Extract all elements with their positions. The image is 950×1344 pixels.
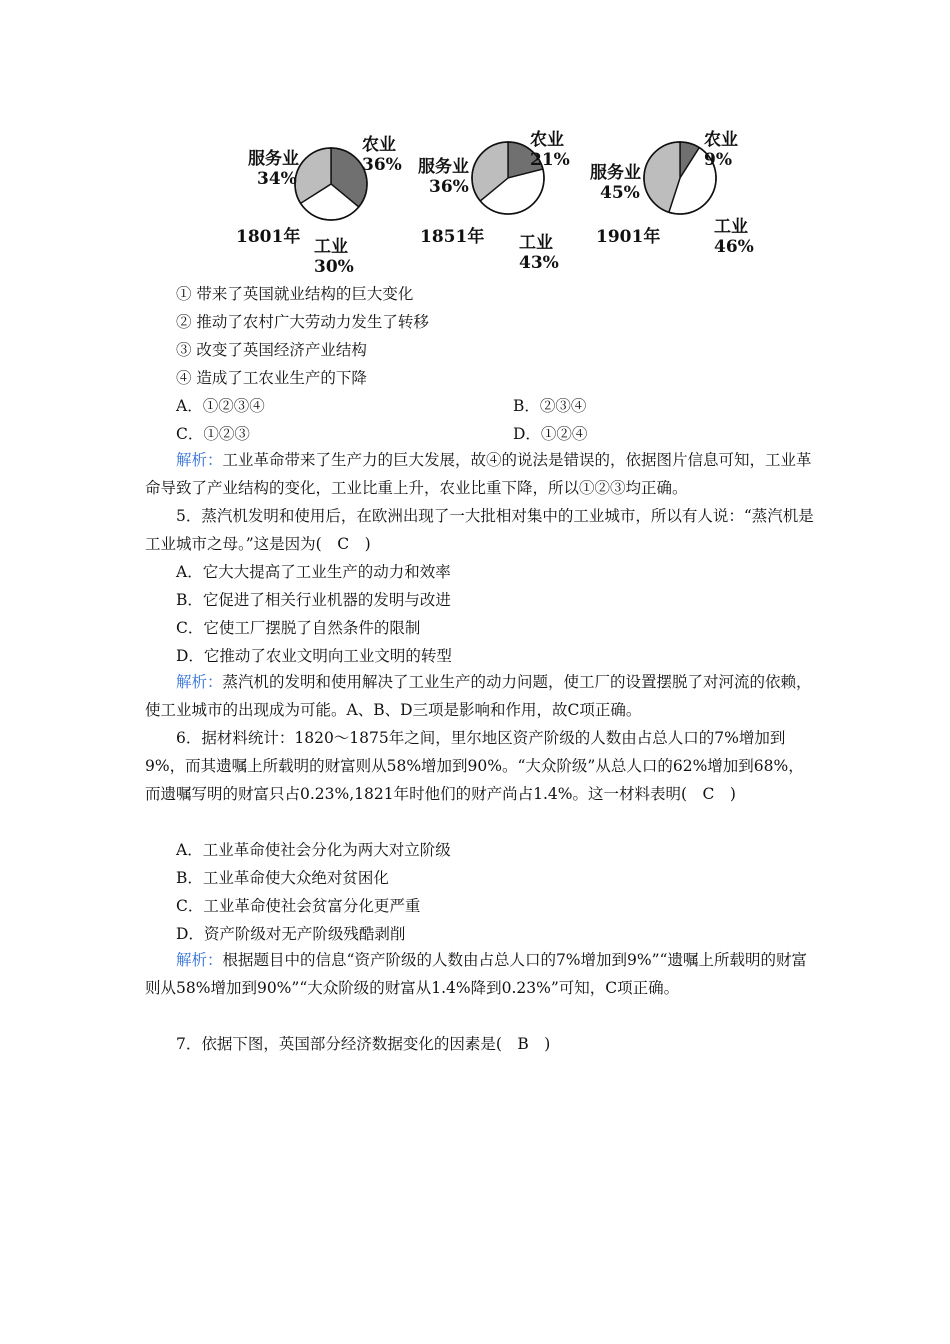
analysis-label: 解析： xyxy=(176,951,223,969)
q6-option-a: A．工业革命使社会分化为两大对立阶级 xyxy=(176,841,451,859)
q4-item-2: ② 推动了农村广大劳动力发生了转移 xyxy=(176,313,429,331)
agri-label-1851: 农业 xyxy=(530,130,564,150)
q4-option-d: D．①②④ xyxy=(513,425,588,443)
q4-item-3: ③ 改变了英国经济产业结构 xyxy=(176,341,367,359)
ind-label-1901: 工业 xyxy=(714,217,748,237)
serv-pct-1801: 34% xyxy=(257,169,297,189)
q6-analysis-text: 根据题目中的信息“资产阶级的人数由占总人口的7%增加到9%”“遗嘱上所载明的财富则从58%增加到90%”“大众阶级的财富从1.4%降到0.23%”可知，C项正确。 xyxy=(145,951,807,997)
q5-option-c: C．它使工厂摆脱了自然条件的限制 xyxy=(176,619,421,637)
pie-chart-1801 xyxy=(236,134,402,277)
q4-item-4: ④ 造成了工农业生产的下降 xyxy=(176,369,367,387)
agri-pct-1801: 36% xyxy=(362,155,402,175)
ind-label-1851: 工业 xyxy=(519,233,553,253)
year-1851: 1851年 xyxy=(420,227,485,247)
year-1901: 1901年 xyxy=(596,227,661,247)
q6-option-b: B．工业革命使大众绝对贫困化 xyxy=(176,869,389,887)
serv-label-1851: 服务业 xyxy=(418,157,469,177)
q5-analysis-text: 蒸汽机的发明和使用解决了工业生产的动力问题，使工厂的设置摆脱了对河流的依赖，使工业城市的出现成为可能。A、B、D三项是影响和作用，故C项正确。 xyxy=(145,673,812,719)
ind-pct-1901: 46% xyxy=(714,237,754,257)
q5-stem: 5．蒸汽机发明和使用后，在欧洲出现了一大批相对集中的工业城市，所以有人说：“蒸汽机是工业城市之母。”这是因为( C ) xyxy=(145,507,814,553)
q4-item-1: ① 带来了英国就业结构的巨大变化 xyxy=(176,285,414,303)
q5-option-a: A．它大大提高了工业生产的动力和效率 xyxy=(176,563,451,581)
ind-label-1801: 工业 xyxy=(314,237,348,257)
pie-chart-1901 xyxy=(590,129,754,257)
q5-option-d: D．它推动了农业文明向工业文明的转型 xyxy=(176,647,452,665)
q6-analysis xyxy=(145,946,815,1002)
q4-analysis-text: 工业革命带来了生产力的巨大发展，故④的说法是错误的，依据图片信息可知，工业革命导致了产业结构的变化，工业比重上升，农业比重下降，所以①②③均正确。 xyxy=(145,451,812,497)
ind-pct-1851: 43% xyxy=(519,253,559,273)
q5-analysis xyxy=(145,668,815,724)
q6-stem: 6．据材料统计：1820～1875年之间，里尔地区资产阶级的人数由占总人口的7%增加到9%，而其遗嘱上所载明的财富则从58%增加到90%。“大众阶级”从总人口的62%增加到68%，而遗嘱写明的财富只占0.23%,1821年时他们的财产尚占1.4%。这一材料表明( C ) xyxy=(145,729,804,803)
q4-analysis xyxy=(145,446,815,502)
q5-option-b: B．它促进了相关行业机器的发明与改进 xyxy=(176,591,451,609)
agri-pct-1851: 21% xyxy=(530,150,570,170)
q7-stem: 7．依据下图，英国部分经济数据变化的因素是( B ) xyxy=(176,1035,551,1053)
agri-pct-1901: 9% xyxy=(704,150,732,170)
analysis-label: 解析： xyxy=(176,673,223,691)
q6-option-d: D．资产阶级对无产阶级残酷剥削 xyxy=(176,925,406,943)
serv-label-1801: 服务业 xyxy=(248,149,299,169)
q6-option-c: C．工业革命使社会贫富分化更严重 xyxy=(176,897,421,915)
year-1801: 1801年 xyxy=(236,227,301,247)
serv-pct-1901: 45% xyxy=(600,183,640,203)
pie-slices-1801 xyxy=(295,148,367,220)
ind-pct-1801: 30% xyxy=(314,257,354,277)
pie-charts xyxy=(0,120,950,290)
agri-label-1901: 农业 xyxy=(704,130,738,150)
serv-label-1901: 服务业 xyxy=(590,163,641,183)
pie-charts-svg xyxy=(0,120,950,290)
pie-chart-1851 xyxy=(418,129,570,273)
analysis-label: 解析： xyxy=(176,451,223,469)
serv-pct-1851: 36% xyxy=(429,177,469,197)
q4-option-c: C．①②③ xyxy=(176,425,250,443)
q4-option-b: B．②③④ xyxy=(513,397,587,415)
agri-label-1801: 农业 xyxy=(362,135,396,155)
q4-option-a: A．①②③④ xyxy=(176,397,265,415)
